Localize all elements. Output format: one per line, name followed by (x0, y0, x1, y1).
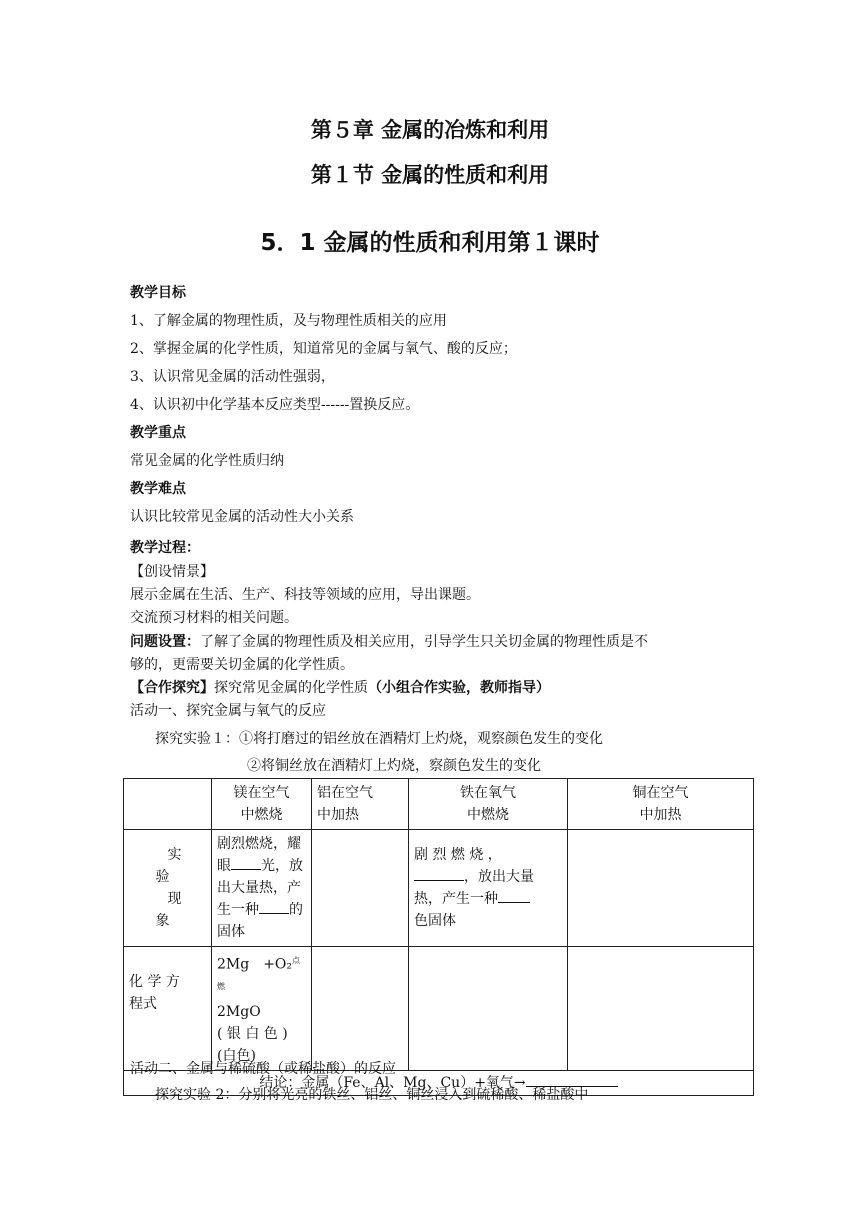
answer-blank[interactable] (259, 899, 289, 914)
key-point-text: 常见金属的化学性质归纳 (130, 453, 284, 469)
table-row (124, 830, 754, 947)
objective-item: 1、了解金属的物理性质，及与物理性质相关的应用 (130, 313, 447, 329)
header-mg: 镁在空气 中燃烧 (212, 779, 312, 830)
answer-blank[interactable] (231, 855, 261, 870)
question-line-2: 够的，更需要关切金属的化学性质。 (130, 657, 354, 673)
objective-item: 2、掌握金属的化学性质，知道常见的金属与氧气、酸的反应； (130, 341, 517, 357)
mg-equation-cell: 2Mg +O₂$^{点燃}$ 2MgO ( 银 白 色 ) (白色) (212, 947, 312, 1071)
chapter-title: 第５章 金属的冶炼和利用 (310, 118, 550, 142)
coop-line (130, 678, 550, 698)
coop-bold: （小组合作实验，教师指导） (368, 680, 550, 696)
header-al: 铝在空气 中加热 (312, 779, 409, 830)
coop-text: 探究常见金属的化学性质 (214, 680, 368, 696)
objectives-heading: 教学目标 (130, 285, 186, 301)
lesson-title: 5．1 金属的性质和利用第１课时 (260, 230, 600, 256)
difficulty-text: 认识比较常见金属的活动性大小关系 (130, 509, 354, 525)
cu-equation-cell (568, 947, 754, 1071)
table-row (124, 947, 754, 1071)
table-header-row (124, 779, 754, 830)
fe-phenomenon-cell: 剧 烈 燃 烧 ， ，放出大量 热，产生一种 色固体 (409, 830, 568, 947)
cu-phenomenon-cell (568, 830, 754, 947)
experiment-1-line-2: ②将铜丝放在酒精灯上灼烧，察颜色发生的变化 (247, 758, 541, 774)
row-label-equation: 化 学 方 程式 (124, 947, 212, 1071)
row-label-phenomenon: 实 验 现 象 (124, 830, 212, 947)
scene-line: 展示金属在生活、生产、科技等领域的应用，导出课题。 (130, 587, 480, 603)
fe-equation-cell (409, 947, 568, 1071)
scene-line: 交流预习材料的相关问题。 (130, 610, 298, 626)
section-title: 第１节 金属的性质和利用 (310, 163, 550, 187)
reaction-condition: 点燃 (217, 956, 301, 991)
scene-label: 【创设情景】 (130, 564, 214, 580)
header-cu: 铜在空气 中加热 (568, 779, 754, 830)
objective-item: 4、认识初中化学基本反应类型------置换反应。 (130, 397, 420, 413)
conclusion-text: 结论：金属（Fe、Al、Mg、Cu）+氧气→ (259, 1075, 526, 1092)
question-text: 了解了金属的物理性质及相关应用，引导学生只关切金属的物理性质是不 (200, 634, 648, 650)
al-equation-cell (312, 947, 409, 1071)
experiment-1-line: 探究实验１：①将打磨过的铝丝放在酒精灯上灼烧，观察颜色发生的变化 (155, 731, 603, 747)
header-fe: 铁在氧气 中燃烧 (409, 779, 568, 830)
question-line (130, 632, 648, 652)
activity-2: 活动二、金属与稀硫酸（或稀盐酸）的反应 (130, 1061, 396, 1077)
mg-phenomenon-cell: 剧烈燃烧，耀 眼 光，放 出大量热，产 生一种 的 固体 (212, 830, 312, 947)
objective-item: 3、认识常见金属的活动性强弱， (130, 369, 335, 385)
table-corner-cell (124, 779, 212, 830)
difficulty-heading: 教学难点 (130, 481, 186, 497)
experiment-2-line: 探究实验 2：分别将光亮的铁丝、铝丝、铜丝浸入到硫稀酸、稀盐酸中 (155, 1087, 589, 1103)
experiment-table (123, 778, 754, 1096)
activity-1: 活动一、探究金属与氧气的反应 (130, 703, 326, 719)
key-point-heading: 教学重点 (130, 425, 186, 441)
process-heading: 教学过程： (130, 540, 200, 556)
al-phenomenon-cell (312, 830, 409, 947)
answer-blank[interactable] (498, 888, 530, 903)
answer-blank[interactable] (414, 866, 464, 881)
question-label: 问题设置： (130, 634, 200, 650)
coop-label: 【合作探究】 (130, 680, 214, 696)
